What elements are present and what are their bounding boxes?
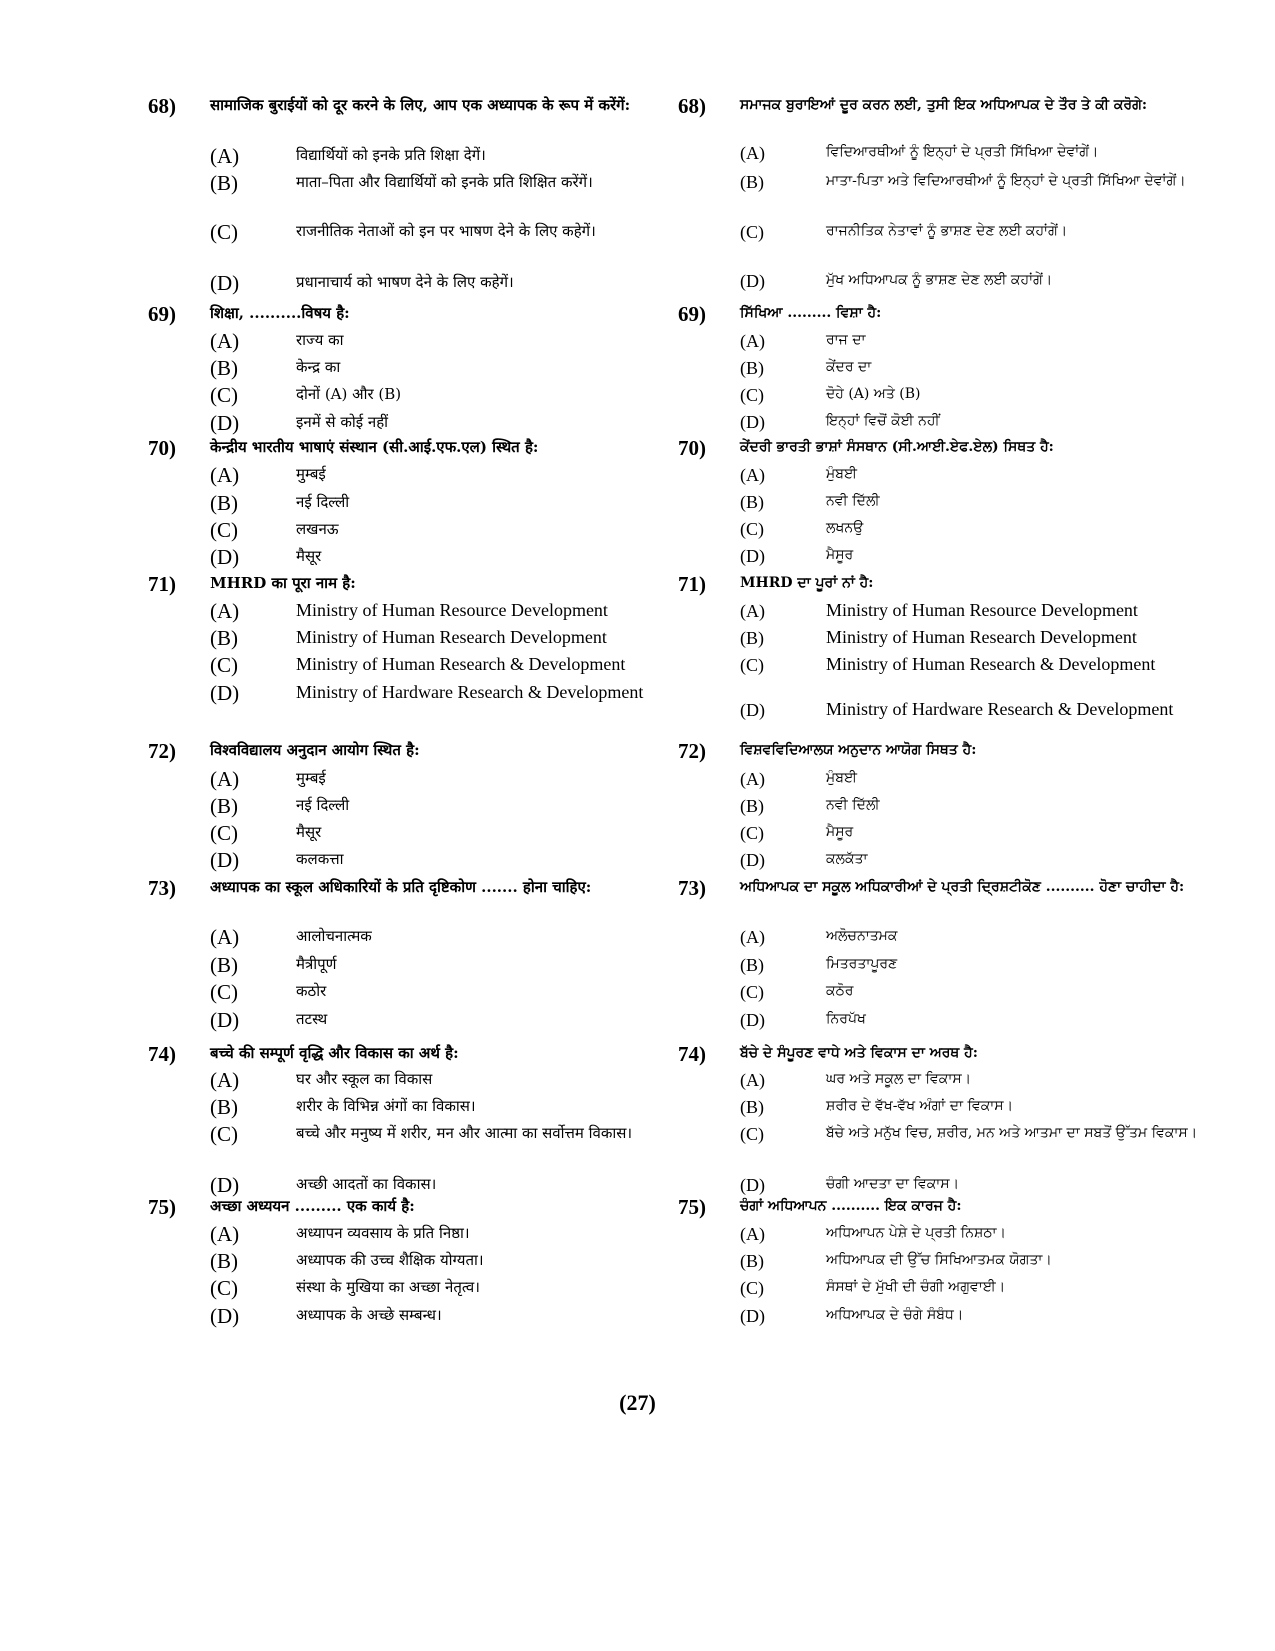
option-text: ਕਲਕੱਤਾ — [826, 851, 868, 867]
answer-option — [210, 328, 663, 354]
option-text: Ministry of Human Research Development — [296, 627, 607, 647]
answer-option — [740, 1067, 1250, 1093]
answer-option — [210, 462, 663, 488]
option-label: (A) — [210, 1222, 240, 1246]
question-header — [678, 435, 1250, 461]
option-text: ਰਾਜ ਦਾ — [826, 332, 866, 348]
option-label: (A) — [740, 331, 765, 351]
option-label: (B) — [740, 955, 764, 975]
question-header — [678, 93, 1250, 119]
answer-option — [740, 462, 1250, 488]
option-label: (B) — [740, 172, 764, 192]
option-text: अध्यापन व्यवसाय के प्रति निष्ठा। — [296, 1224, 470, 1242]
option-text: Ministry of Human Resource Development — [826, 600, 1138, 620]
option-label: (D) — [210, 1173, 240, 1197]
answer-option — [740, 924, 1250, 950]
option-text: राज्य का — [296, 331, 344, 349]
option-text: इनमें से कोई नहीं — [296, 413, 389, 431]
option-label: (B) — [210, 356, 238, 380]
question-number: 69) — [148, 302, 176, 326]
option-text: ਵਿਦਿਆਰਥੀਆਂ ਨੂੰ ਇਨ੍ਹਾਂ ਦੇ ਪ੍ਰਤੀ ਸਿੱਖਿਆ ਦੇਵਾਂਗੇਂ। — [826, 144, 1099, 160]
answer-option — [210, 544, 663, 570]
answer-option — [210, 170, 663, 196]
option-text: अध्यापक की उच्च शैक्षिक योग्यता। — [296, 1251, 484, 1269]
option-text: ਰਾਜਨੀਤਿਕ ਨੇਤਾਵਾਂ ਨੂੰ ਭਾਸ਼ਣ ਦੇਣ ਲਈ ਕਹਾਂਗੇਂ। — [826, 223, 1068, 239]
punjabi-question — [678, 738, 1250, 870]
option-label: (B) — [210, 953, 238, 977]
question-number: 70) — [148, 436, 176, 460]
answer-option — [740, 979, 1250, 1005]
option-label: (C) — [210, 383, 238, 407]
option-text: घर और स्कूल का विकास — [296, 1070, 433, 1088]
option-label: (C) — [210, 1122, 238, 1146]
option-text: ਮਾਤਾ-ਪਿਤਾ ਅਤੇ ਵਿਦਿਆਰਥੀਆਂ ਨੂੰ ਇਨ੍ਹਾਂ ਦੇ ਪ੍ਰਤੀ ਸਿੱਖਿਆ ਦੇਵਾਂਗੇਂ। — [826, 173, 1186, 189]
option-label: (B) — [740, 1251, 764, 1271]
answer-option — [740, 697, 1250, 723]
option-text: Ministry of Human Resource Development — [296, 600, 608, 620]
punjabi-question — [678, 1194, 1250, 1326]
answer-option — [210, 517, 663, 543]
answer-option — [210, 1221, 663, 1247]
punjabi-question — [678, 93, 1250, 291]
option-text: ਨਵੀ ਦਿੱਲੀ — [826, 797, 880, 813]
option-label: (B) — [210, 1095, 238, 1119]
question-header — [148, 93, 663, 119]
option-text: Ministry of Human Research & Development — [296, 654, 626, 674]
answer-option — [210, 490, 663, 516]
question-header — [678, 1041, 1250, 1067]
option-label: (B) — [740, 628, 764, 648]
option-label: (C) — [210, 821, 238, 845]
punjabi-question — [678, 875, 1250, 1030]
option-label: (A) — [740, 927, 765, 947]
option-label: (B) — [210, 794, 238, 818]
option-text: मैसूर — [296, 547, 322, 565]
question-number: 74) — [678, 1042, 706, 1066]
answer-option — [740, 516, 1250, 542]
answer-option — [210, 793, 663, 819]
answer-option — [210, 1007, 663, 1033]
option-text: ਮੁੰਬਈ — [826, 466, 857, 482]
option-text: कलकत्ता — [296, 850, 344, 868]
option-label: (C) — [210, 980, 238, 1004]
option-label: (C) — [210, 518, 238, 542]
answer-option — [740, 1248, 1250, 1274]
option-text: ਨਵੀ ਦਿੱਲੀ — [826, 493, 880, 509]
option-label: (B) — [210, 171, 238, 195]
option-text: ਦੋਹੇ (A) ਅਤੇ (B) — [826, 386, 921, 402]
question-text: ਵਿਸ਼ਵਵਿਦਿਆਲਯ ਅਨੁਦਾਨ ਆਯੋਗ ਸਿਥਤ ਹੈ: — [740, 742, 977, 758]
answer-option — [740, 219, 1250, 245]
option-label: (C) — [210, 653, 238, 677]
option-text: केन्द्र का — [296, 358, 341, 376]
option-label: (B) — [210, 1249, 238, 1273]
option-text: Ministry of Human Research & Development — [826, 654, 1156, 674]
question-header — [678, 571, 1250, 597]
option-text: ਅਧਿਆਪਨ ਪੇਸ਼ੇ ਦੇ ਪ੍ਰਤੀ ਨਿਸ਼ਠਾ। — [826, 1225, 1006, 1241]
answer-option — [210, 143, 663, 169]
option-label: (D) — [740, 700, 765, 720]
option-label: (B) — [740, 358, 764, 378]
option-text: तटस्थ — [296, 1010, 328, 1028]
answer-option — [740, 847, 1250, 873]
option-label: (A) — [210, 329, 240, 353]
option-label: (D) — [740, 546, 765, 566]
question-text: ਸਮਾਜਕ ਬੁਰਾਇਆਂ ਦੂਰ ਕਰਨ ਲਈ, ਤੁਸੀ ਇਕ ਅਧਿਆਪਕ ਦੇ ਤੌਰ ਤੇ ਕੀ ਕਰੋਗੇ: — [740, 97, 1147, 113]
answer-option — [740, 1007, 1250, 1033]
punjabi-question — [678, 1041, 1250, 1195]
answer-option — [210, 847, 663, 873]
question-text: ਸਿੱਖਿਆ ......... ਵਿਸ਼ਾ ਹੈ: — [740, 305, 882, 321]
hindi-question — [148, 93, 663, 295]
hindi-question — [148, 1041, 663, 1197]
option-label: (C) — [740, 982, 764, 1002]
question-header — [148, 1041, 663, 1067]
answer-option — [740, 1303, 1250, 1329]
question-header — [678, 875, 1250, 901]
option-label: (A) — [740, 143, 765, 163]
option-text: ਮੁੱਖ ਅਧਿਆਪਕ ਨੂੰ ਭਾਸ਼ਣ ਦੇਣ ਲਈ ਕਹਾਂਗੇਂ। — [826, 272, 1053, 288]
option-text: लखनऊ — [296, 520, 339, 538]
option-text: शरीर के विभिन्न अंगों का विकास। — [296, 1097, 476, 1115]
answer-option — [210, 766, 663, 792]
option-text: ਚੰਗੀ ਆਦਤਾ ਦਾ ਵਿਕਾਸ। — [826, 1176, 960, 1192]
answer-option — [740, 766, 1250, 792]
answer-option — [210, 1121, 663, 1147]
option-text: ਅਧਿਆਪਕ ਦੀ ਉੱਚ ਸਿਖਿਆਤਮਕ ਯੋਗਤਾ। — [826, 1252, 1052, 1268]
option-text: कठोर — [296, 982, 327, 1000]
option-label: (D) — [210, 411, 240, 435]
answer-option — [740, 793, 1250, 819]
answer-option — [740, 952, 1250, 978]
answer-option — [210, 625, 663, 651]
option-label: (C) — [740, 1124, 764, 1144]
question-header — [148, 301, 663, 327]
question-number: 70) — [678, 436, 706, 460]
answer-option — [740, 598, 1250, 624]
question-text: ਅਧਿਆਪਕ ਦਾ ਸਕੂਲ ਅਧਿਕਾਰੀਆਂ ਦੇ ਪ੍ਰਤੀ ਦ੍ਰਿਸ਼ਟੀਕੋਣ .......... ਹੋਣਾ ਚਾਹੀਦਾ ਹੈ: — [740, 879, 1185, 895]
option-text: मुम्बई — [296, 465, 326, 483]
answer-option — [740, 1221, 1250, 1247]
answer-option — [210, 598, 663, 624]
option-text: मुम्बई — [296, 769, 326, 787]
punjabi-question — [678, 301, 1250, 432]
option-label: (A) — [740, 601, 765, 621]
answer-option — [740, 1094, 1250, 1120]
question-number: 73) — [678, 876, 706, 900]
option-text: ਬੱਚੇ ਅਤੇ ਮਨੁੱਖ ਵਿਚ, ਸ਼ਰੀਰ, ਮਨ ਅਤੇ ਆਤਮਾ ਦਾ ਸਬਤੋਂ ਉੱਤਮ ਵਿਕਾਸ। — [826, 1125, 1198, 1141]
option-text: दोनों (A) और (B) — [296, 385, 402, 403]
option-text: अच्छी आदतों का विकास। — [296, 1175, 437, 1193]
answer-option — [210, 355, 663, 381]
option-label: (B) — [740, 1097, 764, 1117]
hindi-question — [148, 738, 663, 872]
option-label: (A) — [210, 463, 240, 487]
answer-option — [740, 140, 1250, 166]
answer-option — [740, 328, 1250, 354]
option-label: (D) — [740, 1010, 765, 1030]
option-text: आलोचनात्मक — [296, 927, 372, 945]
option-label: (D) — [740, 1175, 765, 1195]
option-label: (A) — [740, 1224, 765, 1244]
option-label: (C) — [740, 823, 764, 843]
question-header — [148, 435, 663, 461]
answer-option — [210, 820, 663, 846]
option-text: मैत्रीपूर्ण — [296, 955, 337, 973]
answer-option — [210, 652, 663, 678]
answer-option — [210, 1248, 663, 1274]
question-text: सामाजिक बुराईयों को दूर करने के लिए, आप एक अध्यापक के रूप में करेंगें: — [210, 96, 631, 114]
hindi-question — [148, 875, 663, 1032]
punjabi-question — [678, 571, 1250, 720]
answer-option — [740, 268, 1250, 294]
option-label: (D) — [210, 1304, 240, 1328]
option-text: ਨਿਰਪੱਖ — [826, 1011, 866, 1027]
answer-option — [210, 270, 663, 296]
option-text: ਮੈਸੂਰ — [826, 547, 854, 563]
option-label: (C) — [210, 1276, 238, 1300]
answer-option — [210, 924, 663, 950]
punjabi-question — [678, 435, 1250, 566]
option-label: (A) — [210, 144, 240, 168]
option-label: (C) — [740, 655, 764, 675]
question-text: केन्द्रीय भारतीय भाषाएं संस्थान (सी.आई.एफ.एल) स्थित है: — [210, 438, 539, 456]
option-text: अध्यापक के अच्छे सम्बन्ध। — [296, 1306, 442, 1324]
option-text: ਅਧਿਆਪਕ ਦੇ ਚੰਗੇ ਸੰਬੰਧ। — [826, 1307, 964, 1323]
option-text: Ministry of Hardware Research & Development — [826, 699, 1174, 719]
option-label: (C) — [740, 1278, 764, 1298]
question-number: 71) — [148, 572, 176, 596]
answer-option — [740, 409, 1250, 435]
question-number: 68) — [678, 94, 706, 118]
option-text: ਮੁੰਬਈ — [826, 770, 857, 786]
question-number: 73) — [148, 876, 176, 900]
answer-option — [210, 952, 663, 978]
question-header — [148, 1194, 663, 1220]
question-text: विश्वविद्यालय अनुदान आयोग स्थित है: — [210, 741, 420, 759]
hindi-question — [148, 435, 663, 569]
option-text: ਮਿਤਰਤਾਪੂਰਣ — [826, 956, 898, 972]
option-label: (D) — [740, 412, 765, 432]
option-text: ਸ਼ਰੀਰ ਦੇ ਵੱਖ-ਵੱਖ ਅੰਗਾਂ ਦਾ ਵਿਕਾਸ। — [826, 1098, 1014, 1114]
option-text: Ministry of Human Research Development — [826, 627, 1137, 647]
answer-option — [740, 1121, 1250, 1147]
option-text: माता–पिता और विद्यार्थियों को इनके प्रति शिक्षित करेंगें। — [296, 173, 593, 191]
option-label: (D) — [740, 1306, 765, 1326]
option-label: (B) — [210, 626, 238, 650]
option-label: (D) — [210, 545, 240, 569]
question-number: 72) — [148, 739, 176, 763]
answer-option — [740, 820, 1250, 846]
option-text: विद्यार्थियों को इनके प्रति शिक्षा देगें। — [296, 146, 486, 164]
question-text: अध्यापक का स्कूल अधिकारियों के प्रति दृष्टिकोण ....... होना चाहिए: — [210, 878, 592, 896]
answer-option — [210, 680, 663, 706]
question-text: ਚੰਗਾਂ ਅਧਿਆਪਨ .......... ਇਕ ਕਾਰਜ ਹੈ: — [740, 1198, 962, 1214]
question-header — [678, 301, 1250, 327]
option-text: ਕਠੋਰ — [826, 983, 854, 999]
option-label: (A) — [210, 599, 240, 623]
question-header — [678, 738, 1250, 764]
question-header — [148, 571, 663, 597]
answer-option — [740, 169, 1250, 195]
question-text: बच्चे की सम्पूर्ण वृद्धि और विकास का अर्थ है: — [210, 1044, 459, 1062]
question-text: MHRD का पूरा नाम है: — [210, 574, 356, 592]
option-text: ਇਨ੍ਹਾਂ ਵਿਚੋਂ ਕੋਈ ਨਹੀਂ — [826, 413, 940, 429]
option-text: ਸੰਸਥਾਂ ਦੇ ਮੁੱਖੀ ਦੀ ਚੰਗੀ ਅਗੁਵਾਈ। — [826, 1279, 1006, 1295]
question-header — [678, 1194, 1250, 1220]
answer-option — [210, 382, 663, 408]
option-text: नई दिल्ली — [296, 796, 350, 814]
option-text: बच्चे और मनुष्य में शरीर, मन और आत्मा का सर्वोत्तम विकास। — [296, 1124, 633, 1142]
option-text: राजनीतिक नेताओं को इन पर भाषण देने के लिए कहेगें। — [296, 222, 596, 240]
question-text: शिक्षा, ..........विषय है: — [210, 304, 350, 322]
option-label: (C) — [740, 385, 764, 405]
option-label: (A) — [210, 767, 240, 791]
option-label: (D) — [740, 271, 765, 291]
option-text: प्रधानाचार्य को भाषण देने के लिए कहेगें। — [296, 273, 514, 291]
answer-option — [210, 410, 663, 436]
option-label: (D) — [740, 850, 765, 870]
option-label: (A) — [210, 1068, 240, 1092]
question-number: 69) — [678, 302, 706, 326]
question-header — [148, 875, 663, 901]
page-number: (27) — [619, 1390, 656, 1415]
option-label: (A) — [740, 1070, 765, 1090]
option-label: (C) — [210, 220, 238, 244]
option-text: ਮੈਸੂਰ — [826, 824, 854, 840]
question-text: ਕੇਂਦਰੀ ਭਾਰਤੀ ਭਾਸ਼ਾਂ ਸੰਸਥਾਨ (ਸੀ.ਆਈ.ਏਫ.ਏਲ) ਸਿਥਤ ਹੈ: — [740, 439, 1054, 455]
option-label: (B) — [210, 491, 238, 515]
option-text: ਘਰ ਅਤੇ ਸਕੂਲ ਦਾ ਵਿਕਾਸ। — [826, 1071, 972, 1087]
answer-option — [210, 1067, 663, 1093]
answer-option — [210, 1275, 663, 1301]
question-header — [148, 738, 663, 764]
option-label: (D) — [210, 681, 240, 705]
option-label: (B) — [740, 492, 764, 512]
answer-option — [740, 543, 1250, 569]
option-label: (C) — [740, 519, 764, 539]
option-label: (B) — [740, 796, 764, 816]
option-label: (D) — [210, 848, 240, 872]
option-text: मैसूर — [296, 823, 322, 841]
question-text: ਬੱਚੇ ਦੇ ਸੰਪੂਰਣ ਵਾਧੇ ਅਤੇ ਵਿਕਾਸ ਦਾ ਅਰਥ ਹੈ: — [740, 1045, 978, 1061]
option-text: ਕੇਂਦਰ ਦਾ — [826, 359, 872, 375]
option-text: संस्था के मुखिया का अच्छा नेतृत्व। — [296, 1278, 480, 1296]
option-label: (D) — [210, 1008, 240, 1032]
answer-option — [740, 1275, 1250, 1301]
option-label: (C) — [740, 222, 764, 242]
option-text: Ministry of Hardware Research & Development — [296, 682, 644, 702]
answer-option — [210, 219, 663, 245]
question-number: 75) — [678, 1195, 706, 1219]
option-label: (A) — [210, 925, 240, 949]
answer-option — [740, 355, 1250, 381]
option-text: नई दिल्ली — [296, 493, 350, 511]
question-number: 72) — [678, 739, 706, 763]
answer-option — [740, 382, 1250, 408]
option-label: (A) — [740, 465, 765, 485]
question-number: 74) — [148, 1042, 176, 1066]
answer-option — [740, 625, 1250, 651]
answer-option — [210, 979, 663, 1005]
option-label: (D) — [210, 271, 240, 295]
answer-option — [210, 1094, 663, 1120]
option-label: (A) — [740, 769, 765, 789]
answer-option — [210, 1303, 663, 1329]
question-text: अच्छा अध्ययन ......... एक कार्य है: — [210, 1197, 415, 1215]
question-text: MHRD ਦਾ ਪੂਰਾਂ ਨਾਂ ਹੈ: — [740, 575, 874, 591]
option-text: ਲਖਨਉ — [826, 520, 864, 536]
option-text: ਅਲੋਚਨਾਤਮਕ — [826, 928, 898, 944]
hindi-question — [148, 571, 663, 705]
question-number: 68) — [148, 94, 176, 118]
hindi-question — [148, 301, 663, 435]
answer-option — [740, 652, 1250, 678]
hindi-question — [148, 1194, 663, 1328]
answer-option — [740, 489, 1250, 515]
question-number: 71) — [678, 572, 706, 596]
question-number: 75) — [148, 1195, 176, 1219]
